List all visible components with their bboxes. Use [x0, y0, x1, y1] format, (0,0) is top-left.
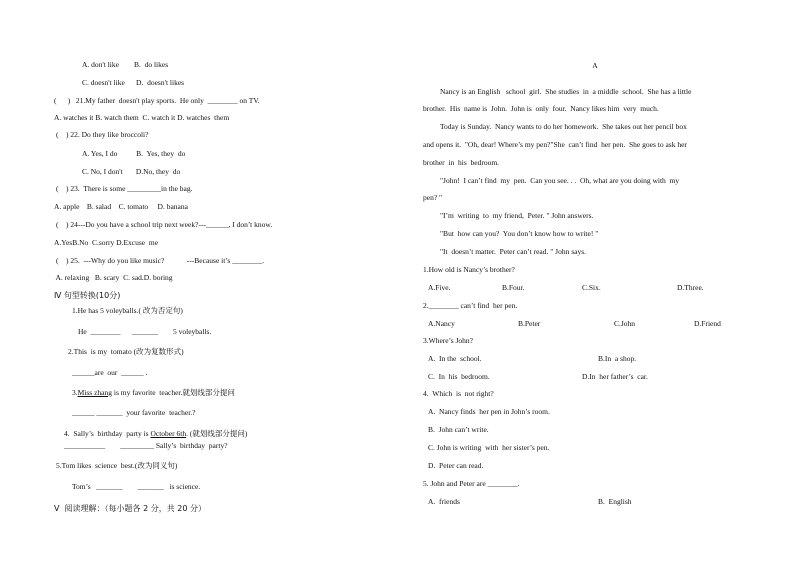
rq4-option-d: D. Peter can read.	[428, 461, 484, 470]
rq4-option-b: B. John can’t write.	[428, 425, 489, 434]
rq3-option-c: C. In his bedroom.	[428, 372, 490, 381]
s4-item-4	[64, 429, 247, 439]
rq3-option-a: A. In the school.	[428, 354, 482, 363]
s4-item-5-answer: Tom’s _______ _______ is science.	[72, 482, 201, 491]
passage-line: brother. His name is John. John is only four. Nancy likes him very much.	[423, 104, 659, 113]
rq3-option-d: D.In her father’s car.	[582, 372, 648, 381]
s4-item-3-underlined: Miss zhang	[77, 388, 112, 397]
rq1-stem: 1.How old is Nancy’s brother?	[423, 265, 515, 274]
rq2-option-a: A.Nancy	[428, 319, 455, 328]
rq1-option-c: C.Six.	[582, 283, 601, 292]
rq1-option-d: D.Three.	[677, 283, 704, 292]
passage-label: A	[592, 61, 598, 70]
q23-stem: ( ) 23. There is some _________in the bag.	[56, 184, 193, 193]
passage-line: pen? "	[423, 193, 443, 202]
passage-line: Nancy is an English school girl. She studies in a middle school. She has a little	[440, 87, 692, 96]
s4-item-4-prefix: 4. Sally’s birthday party is	[64, 429, 151, 438]
s4-item-4-answer: ___________ _________ Sally’s birthday party?	[64, 441, 228, 450]
rq1-option-a: A.Five.	[428, 283, 451, 292]
q22-options-1: A. Yes, I do B. Yes, they do	[82, 149, 186, 158]
s4-item-3-suffix: is my favorite teacher.就划线部分提问	[112, 388, 235, 397]
rq2-stem: 2.________ can’t find her pen.	[423, 301, 518, 310]
s4-item-3-answer: ______ _______ your favorite teacher.?	[72, 408, 196, 417]
section-5-title: Ⅴ 阅读理解：（每小题各 2 分，共 20 分）	[54, 504, 206, 513]
passage-line: "I’m writing to my friend, Peter. " John answers.	[440, 211, 594, 220]
rq4-option-c: C. John is writing with her sister’s pen.	[428, 443, 550, 452]
rq5-stem: 5. John and Peter are ________.	[423, 479, 520, 488]
passage-line: "But how can you? You don’t know how to write! "	[440, 229, 599, 238]
q23-options: A. apple B. salad C. tomato D. banana	[54, 202, 188, 211]
q24-stem: ( ) 24---Do you have a school trip next week?---______, I don’t know.	[56, 220, 273, 229]
passage-line: and opens it. "Oh, dear! Where’s my pen?"She can’t find her pen. She goes to ask her	[423, 140, 687, 149]
s4-item-4-suffix: . (就划线部分提问)	[186, 429, 248, 438]
s4-item-2: 2.This is my tomato (改为复数形式)	[68, 347, 184, 356]
s4-item-3-prefix: 3.	[72, 388, 78, 397]
q20-options-ab: A. don't like B. do likes	[82, 60, 169, 69]
s4-item-1-answer: He ________ _______ 5 voleyballs.	[78, 327, 212, 336]
s4-item-1: 1.He has 5 voleyballs.( 改为否定句)	[72, 306, 183, 315]
s4-item-5: 5.Tom likes science best.(改为同义句)	[56, 461, 178, 470]
q24-options: A.YesB.No C.sorry D.Excuse me	[54, 238, 159, 247]
s4-item-3	[72, 388, 235, 398]
rq4-option-a: A. Nancy finds her pen in John’s room.	[428, 407, 550, 416]
passage-line: "It doesn’t matter. Peter can’t read. " John says.	[440, 247, 587, 256]
section-4-title: Ⅳ 句型转换(10分)	[54, 291, 121, 300]
passage-line: Today is Sunday. Nancy wants to do her homework. She takes out her pencil box	[440, 122, 687, 131]
passage-line: brother in his bedroom.	[423, 158, 500, 167]
passage-line: "John! I can’t find my pen. Can you see. . . Oh, what are you doing with my	[440, 176, 680, 185]
rq5-option-a: A. friends	[428, 497, 460, 506]
rq3-option-b: B.In a shop.	[598, 354, 637, 363]
s4-item-4-underlined: October 6th	[150, 429, 187, 438]
q21-options: A. watches it B. watch them C. watch it D. watches them	[54, 113, 230, 122]
rq2-option-c: C.John	[614, 319, 636, 328]
rq3-stem: 3.Where’s John?	[423, 336, 473, 345]
q20-options-cd: C. doesn't like D. doesn't likes	[82, 78, 185, 87]
rq2-option-d: D.Friend	[694, 319, 721, 328]
q25-stem: ( ) 25. ---Why do you like music? ---Because it’s ________.	[56, 256, 265, 265]
rq4-stem: 4. Which is not right?	[423, 389, 494, 398]
q22-stem: ( ) 22. Do they like broccoli?	[56, 130, 149, 139]
q25-options: A. relaxing B. scary C. sad.D. boring	[54, 273, 173, 282]
rq5-option-b: B. English	[598, 497, 632, 506]
rq1-option-b: B.Four.	[502, 283, 525, 292]
q22-options-2: C. No, I don't D.No, they do	[82, 167, 181, 176]
q21-stem: ( ) 21.My father doesn't play sports. He only ________ on TV.	[54, 96, 260, 105]
s4-item-2-answer: ______are our ______ .	[72, 368, 148, 377]
rq2-option-b: B.Peter	[518, 319, 541, 328]
